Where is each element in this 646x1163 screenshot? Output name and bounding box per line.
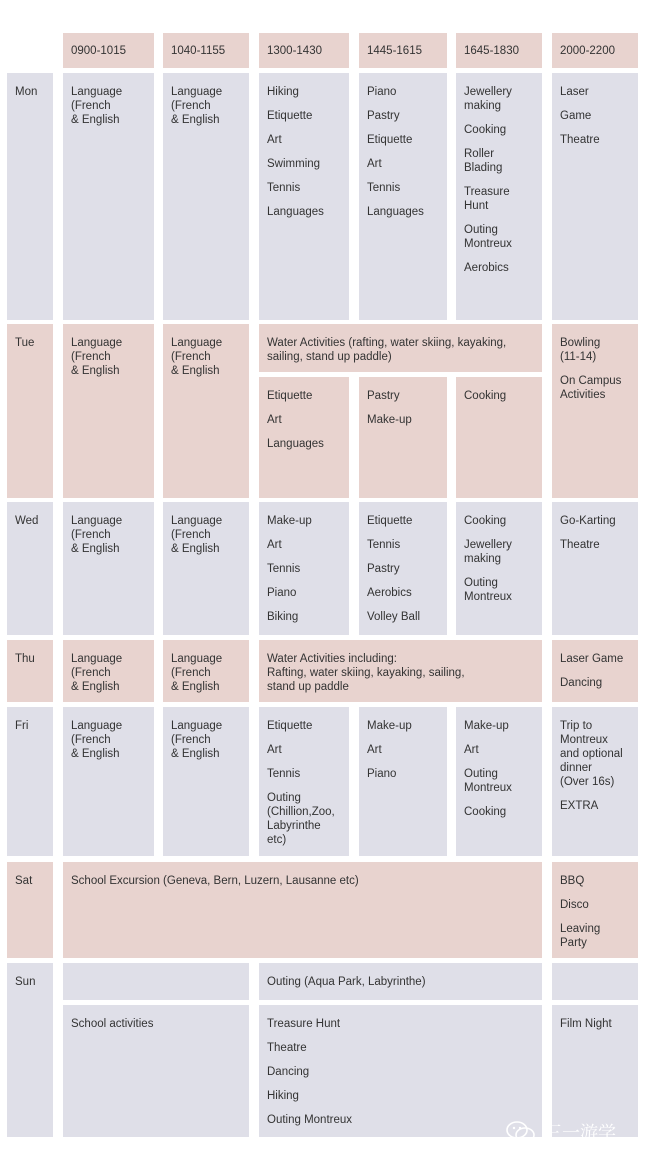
activity-item: Tennis	[267, 182, 301, 194]
fri-slot-1	[63, 707, 154, 856]
activity-item: Theatre	[267, 1042, 307, 1054]
activity-item: Piano	[267, 587, 297, 599]
activity-item: Go-Karting	[560, 515, 616, 527]
activity-item: Etiquette	[267, 720, 313, 732]
time-header-4: 1445-1615	[359, 33, 447, 68]
activity-item: Jewellery making	[464, 86, 512, 112]
activity-item: Language (French & English	[171, 86, 223, 126]
day-label-wed: Wed	[7, 502, 53, 635]
fri-slot-4	[359, 707, 447, 856]
activity-item: Treasure Hunt	[464, 186, 510, 212]
wed-slot-4	[359, 502, 447, 635]
activity-item: Piano	[367, 768, 397, 780]
mon-slot-2	[163, 73, 249, 320]
activity-item: Language (French & English	[171, 653, 223, 693]
activity-item: Pastry	[367, 390, 400, 402]
day-label-tue: Tue	[7, 324, 53, 498]
activity-item: Treasure Hunt	[267, 1018, 341, 1030]
activity-item: Trip to Montreux and optional dinner (Over 16s)	[560, 720, 623, 788]
activity-item: Hiking	[267, 1090, 299, 1102]
day-label-mon: Mon	[7, 73, 53, 320]
activity-item: Cooking	[464, 124, 507, 136]
activity-item: Bowling (11-14)	[560, 337, 601, 363]
activity-item: Art	[267, 539, 282, 551]
wed-slot-5	[456, 502, 542, 635]
activity-item: Leaving Party	[560, 923, 601, 949]
sun-outing	[259, 963, 542, 1000]
activity-item: School activities	[71, 1018, 154, 1030]
activity-item: Cooking	[464, 515, 507, 527]
activity-item: Art	[367, 744, 382, 756]
mon-slot-6	[552, 73, 638, 320]
activity-item: EXTRA	[560, 800, 599, 812]
thu-slot-6	[552, 640, 638, 702]
activity-item: Etiquette	[367, 134, 413, 146]
activity-item: Volley Ball	[367, 611, 421, 623]
activity-item: Disco	[560, 899, 589, 911]
fri-slot-6	[552, 707, 638, 856]
activity-item: Outing (Aqua Park, Labyrinthe)	[267, 976, 426, 988]
thu-slot-2	[163, 640, 249, 702]
activity-item: Etiquette	[267, 390, 313, 402]
activity-item: Outing (Chillion,Zoo, Labyrinthe etc)	[267, 792, 335, 846]
tue-slot-4	[359, 377, 447, 498]
activity-item: Etiquette	[267, 110, 313, 122]
activity-item: BBQ	[560, 875, 585, 887]
activity-item: Outing Montreux	[464, 224, 512, 250]
activity-item: Theatre	[560, 539, 600, 551]
activity-item: On Campus Activities	[560, 375, 622, 401]
activity-item: Tennis	[367, 182, 401, 194]
activity-item: Art	[267, 134, 282, 146]
activity-item: Laser Game	[560, 653, 624, 665]
day-label-sun: Sun	[7, 963, 53, 1137]
activity-item: Aerobics	[464, 262, 509, 274]
fri-slot-3	[259, 707, 349, 856]
activity-item: Art	[464, 744, 479, 756]
activity-item: Swimming	[267, 158, 321, 170]
activity-item: Dancing	[560, 677, 603, 689]
sun-evening-top	[552, 963, 638, 1000]
activity-item: Language (French & English	[71, 515, 123, 555]
activity-item: Jewellery making	[464, 539, 512, 565]
activity-item: Art	[267, 414, 282, 426]
mon-slot-3	[259, 73, 349, 320]
thu-water-activities	[259, 640, 542, 702]
wed-slot-1	[63, 502, 154, 635]
activity-item: Make-up	[464, 720, 509, 732]
activity-item: Outing Montreux	[464, 577, 512, 603]
wechat-icon	[506, 1120, 536, 1144]
activity-item: Tennis	[267, 768, 301, 780]
wed-slot-3	[259, 502, 349, 635]
activity-item: Piano	[367, 86, 397, 98]
activity-item: Language (French & English	[171, 515, 223, 555]
activity-item: Biking	[267, 611, 299, 623]
activity-item: Water Activities (rafting, water skiing, kayaking, sailing, stand up paddle)	[267, 337, 507, 363]
time-header-6: 2000-2200	[552, 33, 638, 68]
activity-item: Dancing	[267, 1066, 310, 1078]
activity-item: Game	[560, 110, 592, 122]
day-label-sat: Sat	[7, 862, 53, 958]
time-header-3: 1300-1430	[259, 33, 349, 68]
activity-item: Water Activities including: Rafting, water skiing, kayaking, sailing, stand up paddle	[267, 653, 465, 693]
activity-item: Languages	[367, 206, 424, 218]
activity-item: Language (French & English	[71, 86, 123, 126]
tue-slot-5	[456, 377, 542, 498]
activity-item: Hiking	[267, 86, 299, 98]
activity-item: Theatre	[560, 134, 600, 146]
mon-slot-1	[63, 73, 154, 320]
tue-slot-3	[259, 377, 349, 498]
activity-item: Cooking	[464, 806, 507, 818]
activity-item: Laser	[560, 86, 589, 98]
activity-item: Roller Blading	[464, 148, 503, 174]
activity-item: School Excursion (Geneva, Bern, Luzern, Lausanne etc)	[71, 875, 359, 887]
fri-slot-2	[163, 707, 249, 856]
activity-item: Tennis	[367, 539, 401, 551]
activity-item: Etiquette	[367, 515, 413, 527]
activity-item: Outing Montreux	[267, 1114, 353, 1126]
mon-slot-5	[456, 73, 542, 320]
time-header-1: 0900-1015	[63, 33, 154, 68]
tue-slot-2	[163, 324, 249, 498]
activity-item: Language (French & English	[71, 720, 123, 760]
activity-item: Outing Montreux	[464, 768, 512, 794]
activity-item: Language (French & English	[71, 653, 123, 693]
activity-item: Aerobics	[367, 587, 412, 599]
activity-item: Pastry	[367, 110, 400, 122]
activity-item: Make-up	[367, 414, 412, 426]
activity-item: Tennis	[267, 563, 301, 575]
activity-item: Language (French & English	[171, 720, 223, 760]
activity-item: Languages	[267, 438, 324, 450]
activity-item: Language (French & English	[71, 337, 123, 377]
activity-item: Language (French & English	[171, 337, 223, 377]
activity-item: Pastry	[367, 563, 400, 575]
watermark-text: 三一游学	[544, 1123, 616, 1143]
activity-item: Make-up	[267, 515, 312, 527]
wed-slot-2	[163, 502, 249, 635]
sat-slot-6	[552, 862, 638, 958]
day-label-fri: Fri	[7, 707, 53, 856]
watermark	[506, 1118, 636, 1146]
time-header-5: 1645-1830	[456, 33, 542, 68]
activity-item: Film Night	[560, 1018, 612, 1030]
day-label-thu: Thu	[7, 640, 53, 702]
activity-item: Art	[267, 744, 282, 756]
activity-item: Make-up	[367, 720, 412, 732]
wed-slot-6	[552, 502, 638, 635]
tue-slot-6	[552, 324, 638, 498]
tue-slot-1	[63, 324, 154, 498]
time-header-2: 1040-1155	[163, 33, 249, 68]
sun-school-activities	[63, 1005, 249, 1137]
tue-water-activities	[259, 324, 542, 372]
activity-item: Cooking	[464, 390, 507, 402]
sat-excursion	[63, 862, 542, 958]
activity-item: Languages	[267, 206, 324, 218]
fri-slot-5	[456, 707, 542, 856]
sun-morning-top	[63, 963, 249, 1000]
thu-slot-1	[63, 640, 154, 702]
sun-activities	[259, 1005, 542, 1137]
mon-slot-4	[359, 73, 447, 320]
activity-item: Art	[367, 158, 382, 170]
